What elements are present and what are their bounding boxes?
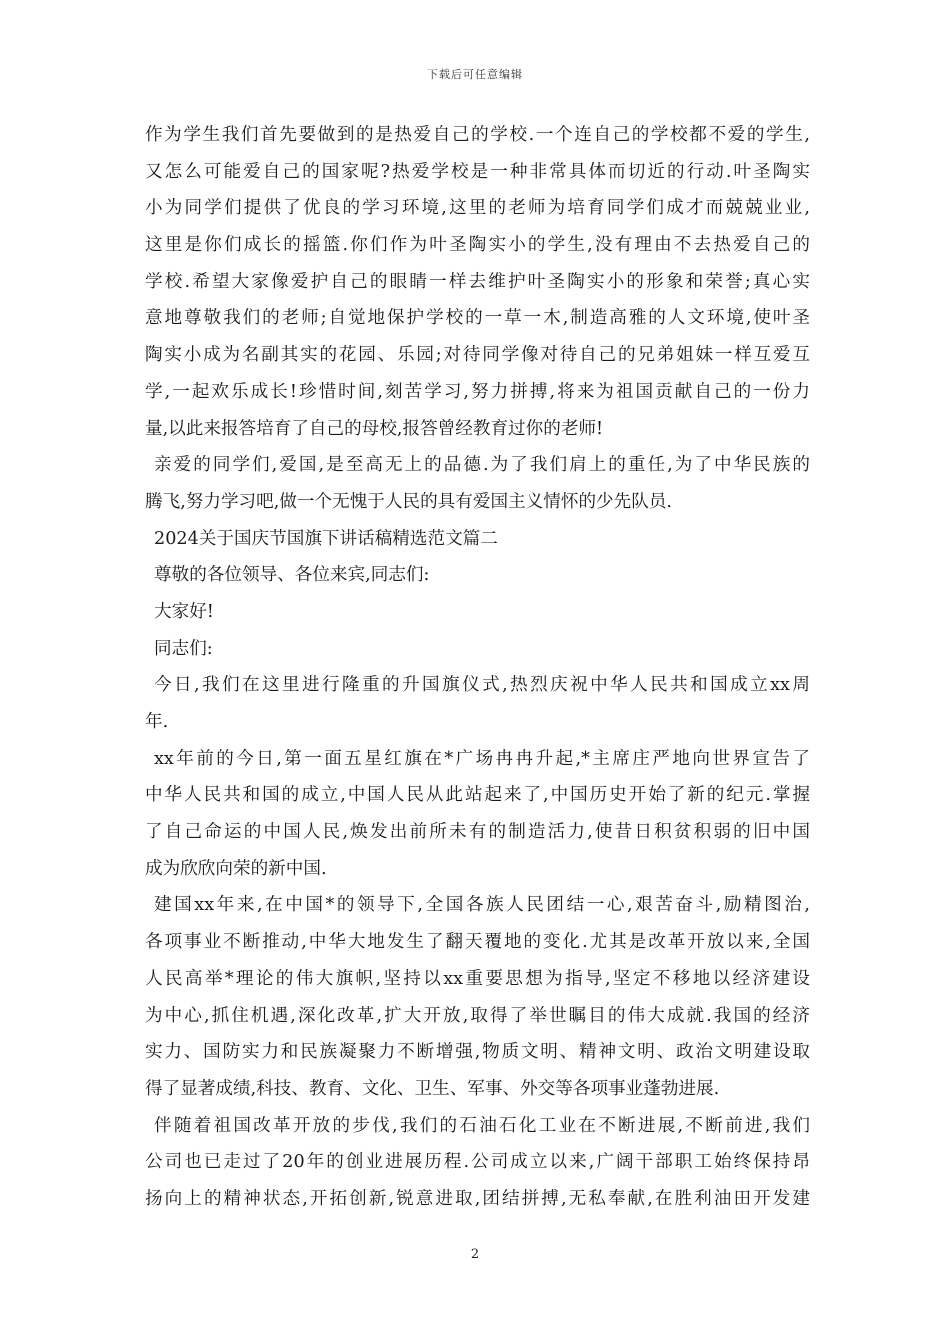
- text-line: 实力、国防实力和民族凝聚力不断增强,物质文明、精神文明、政治文明建设取: [145, 1042, 810, 1063]
- text-line: 作为学生我们首先要做到的是热爱自己的学校.一个连自己的学校都不爱的学生,: [145, 125, 810, 145]
- text-line: 建国xx年来,在中国*的领导下,全国各族人民团结一心,艰苦奋斗,励精图治,: [154, 895, 810, 916]
- text-line: 量,以此来报答培育了自己的母校,报答曾经教育过你的老师!: [145, 418, 604, 439]
- text-line: 成为欣欣向荣的新中国.: [145, 858, 327, 879]
- text-line: 同志们:: [154, 638, 213, 659]
- page-number: 2: [470, 1247, 480, 1262]
- text-line: 陶实小成为名副其实的花园、乐园;对待同学像对待自己的兄弟姐妹一样互爱互: [145, 345, 810, 366]
- text-line: 年.: [145, 712, 169, 732]
- text-line: 扬向上的精神状态,开拓创新,锐意进取,团结拼搏,无私奉献,在胜利油田开发建: [145, 1188, 810, 1209]
- text-line: 伴随着祖国改革开放的步伐,我们的石油石化工业在不断进展,不断前进,我们: [154, 1115, 810, 1136]
- text-line: 腾飞,努力学习吧,做一个无愧于人民的具有爱国主义情怀的少先队员.: [145, 491, 672, 512]
- text-line: 今日,我们在这里进行隆重的升国旗仪式,热烈庆祝中华人民共和国成立xx周: [154, 675, 810, 696]
- page-header: 下载后可任意编辑: [427, 68, 523, 81]
- text-line: 学校.希望大家像爱护自己的眼睛一样去维护叶圣陶实小的形象和荣誉;真心实: [145, 271, 810, 292]
- text-line: 亲爱的同学们,爱国,是至高无上的品德.为了我们肩上的重任,为了中华民族的: [154, 455, 810, 476]
- text-line: 得了显著成绩,科技、教育、文化、卫生、军事、外交等各项事业蓬勃进展.: [145, 1078, 720, 1099]
- text-line: xx年前的今日,第一面五星红旗在*广场冉冉升起,*主席庄严地向世界宣告了: [154, 748, 810, 769]
- text-line: 了自己命运的中国人民,焕发出前所未有的制造活力,使昔日积贫积弱的旧中国: [145, 822, 810, 843]
- text-line: 又怎么可能爱自己的国家呢?热爱学校是一种非常具体而切近的行动.叶圣陶实: [145, 161, 810, 182]
- text-line: 学,一起欢乐成长!珍惜时间,刻苦学习,努力拼搏,将来为祖国贡献自己的一份力: [145, 381, 810, 402]
- text-line: 大家好!: [154, 601, 214, 622]
- text-line: 2024关于国庆节国旗下讲话稿精选范文篇二: [154, 528, 498, 549]
- text-line: 人民高举*理论的伟大旗帜,坚持以xx重要思想为指导,坚定不移地以经济建设: [145, 968, 810, 989]
- text-line: 这里是你们成长的摇篮.你们作为叶圣陶实小的学生,没有理由不去热爱自己的: [145, 235, 810, 256]
- text-line: 尊敬的各位领导、各位来宾,同志们:: [154, 565, 430, 586]
- text-line: 为中心,抓住机遇,深化改革,扩大开放,取得了举世瞩目的伟大成就.我国的经济: [145, 1005, 810, 1026]
- text-line: 各项事业不断推动,中华大地发生了翻天覆地的变化.尤其是改革开放以来,全国: [145, 932, 810, 953]
- text-line: 小为同学们提供了优良的学习环境,这里的老师为培育同学们成才而兢兢业业,: [145, 198, 810, 219]
- text-line: 公司也已走过了20年的创业进展历程.公司成立以来,广阔干部职工始终保持昂: [145, 1152, 810, 1173]
- text-line: 中华人民共和国的成立,中国人民从此站起来了,中国历史开始了新的纪元.掌握: [145, 785, 810, 806]
- text-line: 意地尊敬我们的老师;自觉地保护学校的一草一木,制造高雅的人文环境,使叶圣: [145, 308, 810, 329]
- document-body: [145, 117, 810, 1218]
